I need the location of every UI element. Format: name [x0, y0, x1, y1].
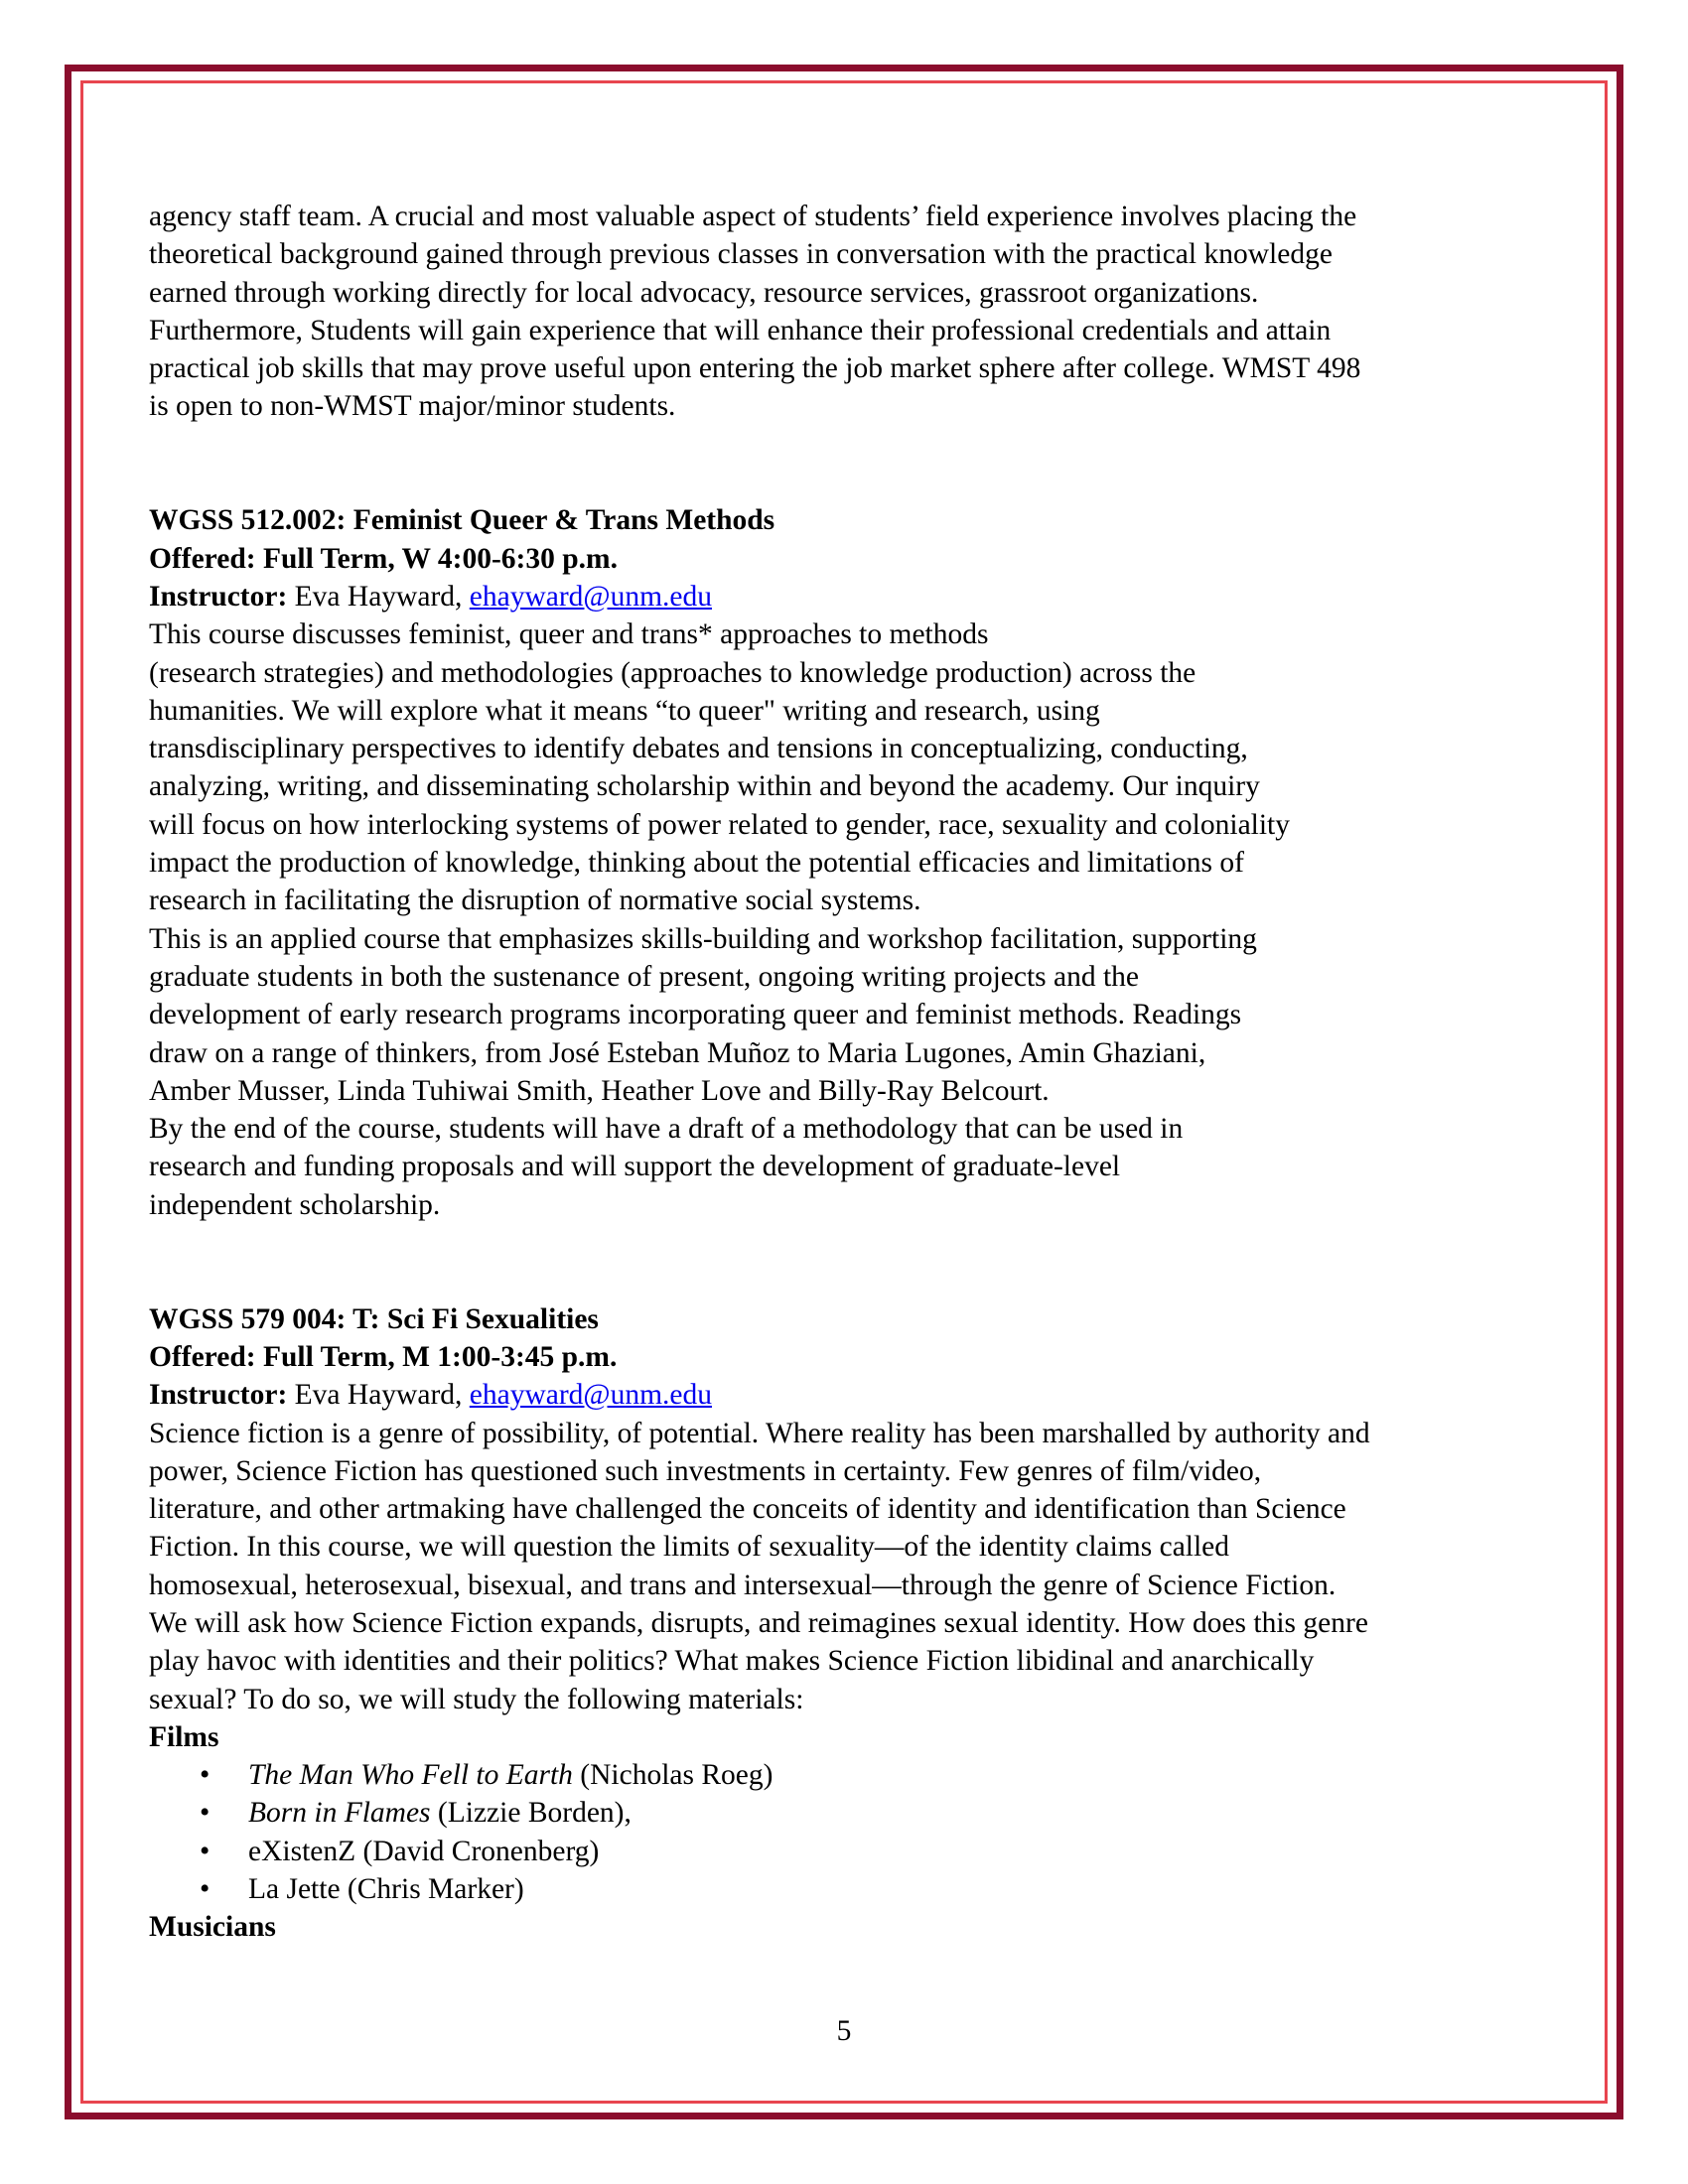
text-line: research in facilitating the disruption of normative social systems. — [149, 885, 921, 917]
list-item — [149, 1833, 1539, 1870]
musicians-heading: Musicians — [149, 1911, 276, 1944]
text-line: play havoc with identities and their politics? What makes Science Fiction libidinal and anarchically — [149, 1645, 1315, 1678]
text-line: development of early research programs incorporating queer and feminist methods. Readings — [149, 999, 1242, 1031]
text-line: draw on a range of thinkers, from José Esteban Muñoz to Maria Lugones, Amin Ghaziani, — [149, 1036, 1206, 1069]
text-line: Furthermore, Students will gain experience that will enhance their professional credentials and attain — [149, 314, 1332, 346]
section-spacer — [149, 1224, 1539, 1300]
course-section-wgss-579 — [149, 1300, 1539, 1947]
document-body — [149, 198, 1539, 1947]
course-title: WGSS 512.002: Feminist Queer & Trans Methods — [149, 504, 775, 537]
text-line: impact the production of knowledge, thinking about the potential efficacies and limitations of — [149, 847, 1244, 880]
text-line: practical job skills that may prove useful upon entering the job market sphere after college. WMST 498 — [149, 352, 1361, 385]
course-offered: Offered: Full Term, W 4:00-6:30 p.m. — [149, 542, 618, 575]
text-line: literature, and other artmaking have challenged the conceits of identity and identification than Science — [149, 1493, 1346, 1526]
text-line: analyzing, writing, and disseminating scholarship within and beyond the academy. Our inquiry — [149, 770, 1260, 803]
text-line: This is an applied course that emphasizes skills-building and workshop facilitation, supporting — [149, 922, 1257, 955]
film-title: Born in Flames — [248, 1797, 431, 1830]
film-director: La Jette (Chris Marker) — [248, 1873, 524, 1906]
text-line: independent scholarship. — [149, 1188, 441, 1221]
instructor-label: Instructor: — [149, 1379, 288, 1412]
instructor-email-link[interactable]: ehayward@unm.edu — [469, 580, 713, 613]
text-line: Fiction. In this course, we will question the limits of sexuality—of the identity claims called — [149, 1531, 1230, 1564]
text-line: power, Science Fiction has questioned such investments in certainty. Few genres of film/video, — [149, 1454, 1262, 1487]
films-list — [149, 1756, 1539, 1908]
section-spacer — [149, 426, 1539, 502]
list-item — [149, 1794, 1539, 1832]
instructor-label: Instructor: — [149, 580, 288, 613]
text-line: will focus on how interlocking systems of power related to gender, race, sexuality and coloniality — [149, 808, 1291, 841]
films-heading: Films — [149, 1720, 219, 1753]
course-instructor — [149, 1376, 1539, 1414]
text-line: Amber Musser, Linda Tuhiwai Smith, Heather Love and Billy-Ray Belcourt. — [149, 1074, 1050, 1107]
instructor-name: Eva Hayward, — [287, 1379, 470, 1412]
text-line: agency staff team. A crucial and most valuable aspect of students’ field experience involves placing the — [149, 201, 1357, 232]
text-line: theoretical background gained through previous classes in conversation with the practical knowledge — [149, 238, 1333, 271]
text-line: homosexual, heterosexual, bisexual, and trans and intersexual—through the genre of Science Fiction. — [149, 1569, 1336, 1601]
course-offered: Offered: Full Term, M 1:00-3:45 p.m. — [149, 1340, 618, 1373]
film-title: The Man Who Fell to Earth — [248, 1759, 573, 1792]
list-item — [149, 1756, 1539, 1794]
instructor-name: Eva Hayward, — [287, 580, 470, 613]
film-director: (Nicholas Roeg) — [572, 1759, 774, 1792]
text-line: graduate students in both the sustenance of present, ongoing writing projects and the — [149, 960, 1140, 993]
text-line: This course discusses feminist, queer and trans* approaches to methods — [149, 618, 989, 651]
text-line: is open to non-WMST major/minor students. — [149, 390, 676, 423]
instructor-email-link[interactable]: ehayward@unm.edu — [469, 1379, 713, 1412]
text-line: We will ask how Science Fiction expands, disrupts, and reimagines sexual identity. How does this genre — [149, 1606, 1368, 1639]
text-line: By the end of the course, students will have a draft of a methodology that can be used in — [149, 1113, 1184, 1146]
course-title: WGSS 579 004: T: Sci Fi Sexualities — [149, 1302, 599, 1335]
page-number: 5 — [836, 2015, 852, 2047]
film-director: (Lizzie Borden), — [430, 1797, 632, 1830]
film-director: eXistenZ (David Cronenberg) — [248, 1835, 600, 1867]
course-section-wgss-512 — [149, 501, 1539, 1224]
text-line: research and funding proposals and will support the development of graduate-level — [149, 1151, 1121, 1183]
text-line: transdisciplinary perspectives to identify debates and tensions in conceptualizing, conducting, — [149, 733, 1248, 765]
text-line: (research strategies) and methodologies (approaches to knowledge production) across the — [149, 656, 1196, 689]
list-item — [149, 1870, 1539, 1908]
text-line: Science fiction is a genre of possibility, of potential. Where reality has been marshalled by authority and — [149, 1417, 1370, 1449]
text-line: sexual? To do so, we will study the following materials: — [149, 1683, 804, 1715]
course-instructor — [149, 578, 1539, 615]
text-line: earned through working directly for local advocacy, resource services, grassroot organizations. — [149, 276, 1259, 309]
intro-paragraph — [149, 198, 1539, 426]
text-line: humanities. We will explore what it means “to queer" writing and research, using — [149, 694, 1100, 727]
